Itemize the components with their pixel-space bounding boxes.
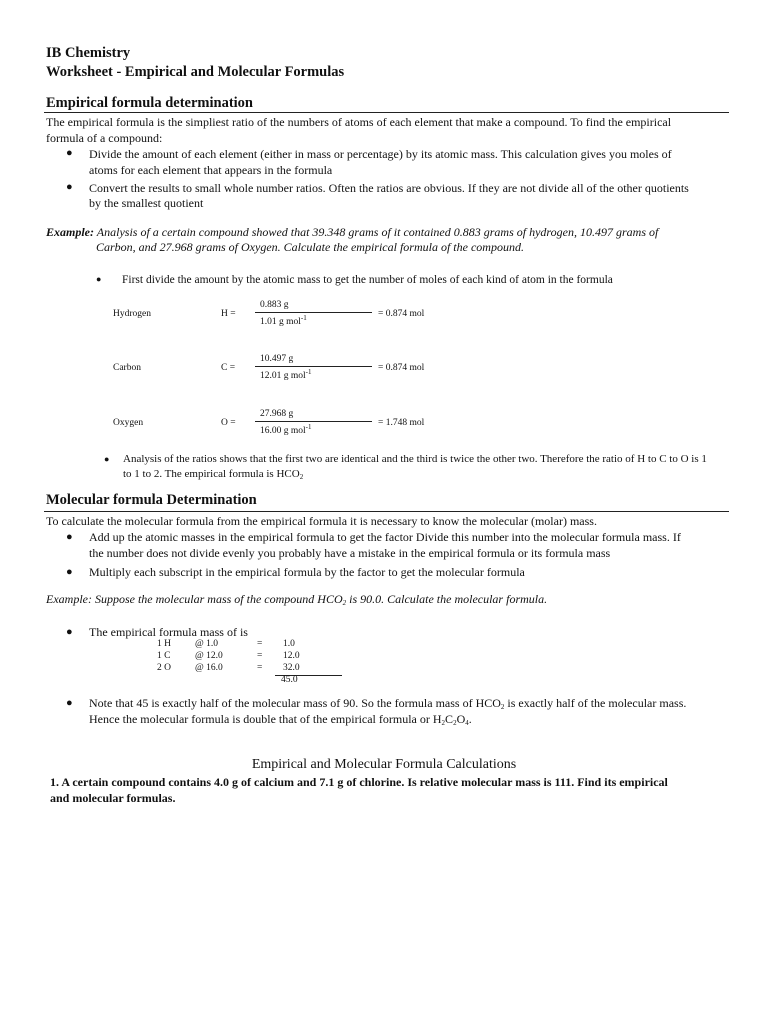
mass-at: @ 1.0	[195, 639, 218, 649]
question1-line2: and molecular formulas.	[50, 791, 176, 805]
bullet-icon: ●	[66, 531, 73, 543]
mole-result: = 0.874 mol	[378, 309, 425, 319]
calculations-heading: Empirical and Molecular Formula Calculations	[251, 757, 517, 772]
fraction-bar	[255, 366, 372, 367]
mass-value: 32.0	[283, 663, 300, 673]
analysis-line1: Analysis of the ratios shows that the first two are identical and the third is twice the other two. Therefore the ratio of H to C to O is 1	[123, 453, 707, 465]
mass-total: 45.0	[281, 675, 298, 685]
empirical-example-line2: Carbon, and 27.968 grams of Oxygen. Calculate the empirical formula of the compound.	[96, 240, 524, 254]
empirical-bullet2-line2: by the smallest quotient	[89, 196, 204, 210]
course-title: IB Chemistry	[46, 45, 131, 61]
bullet-icon: ●	[66, 566, 73, 578]
molecular-example: Example: Suppose the molecular mass of the compound $HCO_2$ is 90.0. Calculate the molecular formula.	[46, 592, 548, 607]
fraction-denominator: 1.01 g mol$^{-1}$	[260, 314, 307, 327]
molecular-bullet1-line2: the number does not divide evenly you probably have a mistake in the empirical formula or its formula mass	[89, 546, 611, 560]
fraction-denominator: 12.01 g mol$^{-1}$	[260, 368, 312, 381]
empirical-bullet1-line2: atoms for each element that appears in the formula	[89, 163, 333, 177]
empirical-bullet2-line1: Convert the results to small whole number ratios. Often the ratios are obvious. If they are not divide all of the other quotients	[89, 181, 689, 195]
example-text: Analysis of a certain compound showed that 39.348 grams of it contained 0.883 grams of hydrogen, 10.497 grams of	[94, 225, 659, 239]
fraction-numerator: 0.883 g	[260, 300, 289, 310]
section-heading-molecular: Molecular formula Determination	[46, 492, 257, 508]
element-name: Hydrogen	[113, 309, 151, 319]
mass-at: @ 12.0	[195, 651, 223, 661]
bullet-icon: ●	[104, 454, 110, 464]
mole-result: = 0.874 mol	[378, 363, 425, 373]
bullet-icon: ●	[66, 147, 73, 159]
mass-eq: =	[257, 651, 263, 661]
molecular-bullet2: Multiply each subscript in the empirical formula by the factor to get the molecular formula	[89, 565, 525, 579]
bullet-icon: ●	[66, 181, 73, 193]
element-symbol: H =	[221, 309, 236, 319]
mass-at: @ 16.0	[195, 663, 223, 673]
section-rule	[44, 511, 729, 512]
molecular-intro: To calculate the molecular formula from the empirical formula it is necessary to know the molecular (molar) mass.	[46, 514, 597, 528]
section-rule	[44, 112, 729, 113]
note-line1: Note that 45 is exactly half of the molecular mass of 90. So the formula mass of $HCO_2$ is exactly half of the molecular mass.	[89, 696, 687, 711]
fraction-bar	[255, 312, 372, 313]
analysis-line2: to 1 to 2. The empirical formula is $HCO_2$	[123, 468, 304, 481]
element-name: Oxygen	[113, 418, 144, 428]
mass-value: 1.0	[283, 639, 295, 649]
step1-text: First divide the amount by the atomic mass to get the number of moles of each kind of atom in the formula	[122, 274, 613, 286]
element-symbol: C =	[221, 363, 236, 373]
element-symbol: O =	[221, 418, 236, 428]
mole-result: = 1.748 mol	[378, 418, 425, 428]
fraction-bar	[255, 421, 372, 422]
molecular-bullet1-line1: Add up the atomic masses in the empirical formula to get the factor Divide this number into the molecular formula mass. If	[89, 530, 681, 544]
mass-value: 12.0	[283, 651, 300, 661]
element-name: Carbon	[113, 363, 141, 373]
mass-count: 1 C	[157, 651, 171, 661]
question1-line1: 1. A certain compound contains 4.0 g of calcium and 7.1 g of chlorine. Is relative molecular mass is 111. Find its empirical	[50, 775, 668, 789]
example-label: Example:	[46, 225, 94, 239]
mass-count: 1 H	[157, 639, 171, 649]
mass-eq: =	[257, 663, 263, 673]
mass-eq: =	[257, 639, 263, 649]
empirical-bullet1-line1: Divide the amount of each element (either in mass or percentage) by its atomic mass. This calculation gives you moles of	[89, 147, 672, 161]
fraction-numerator: 10.497 g	[260, 354, 294, 364]
note-line2: Hence the molecular formula is double that of the empirical formula or $H_2C_2O_4$.	[89, 712, 472, 727]
fraction-numerator: 27.968 g	[260, 409, 294, 419]
bullet-icon: ●	[96, 274, 102, 284]
fraction-denominator: 16.00 g mol$^{-1}$	[260, 423, 312, 436]
section-heading-empirical: Empirical formula determination	[46, 95, 254, 111]
mass-intro: The empirical formula mass of is	[89, 625, 248, 639]
bullet-icon: ●	[66, 697, 73, 709]
worksheet-title: Worksheet - Empirical and Molecular Formulas	[46, 64, 345, 80]
empirical-intro-line1: The empirical formula is the simpliest ratio of the numbers of atoms of each element that make a compound. To find the empirical	[46, 115, 672, 129]
empirical-intro-line2: formula of a compound:	[46, 131, 163, 145]
mass-count: 2 O	[157, 663, 171, 673]
bullet-icon: ●	[66, 626, 73, 638]
